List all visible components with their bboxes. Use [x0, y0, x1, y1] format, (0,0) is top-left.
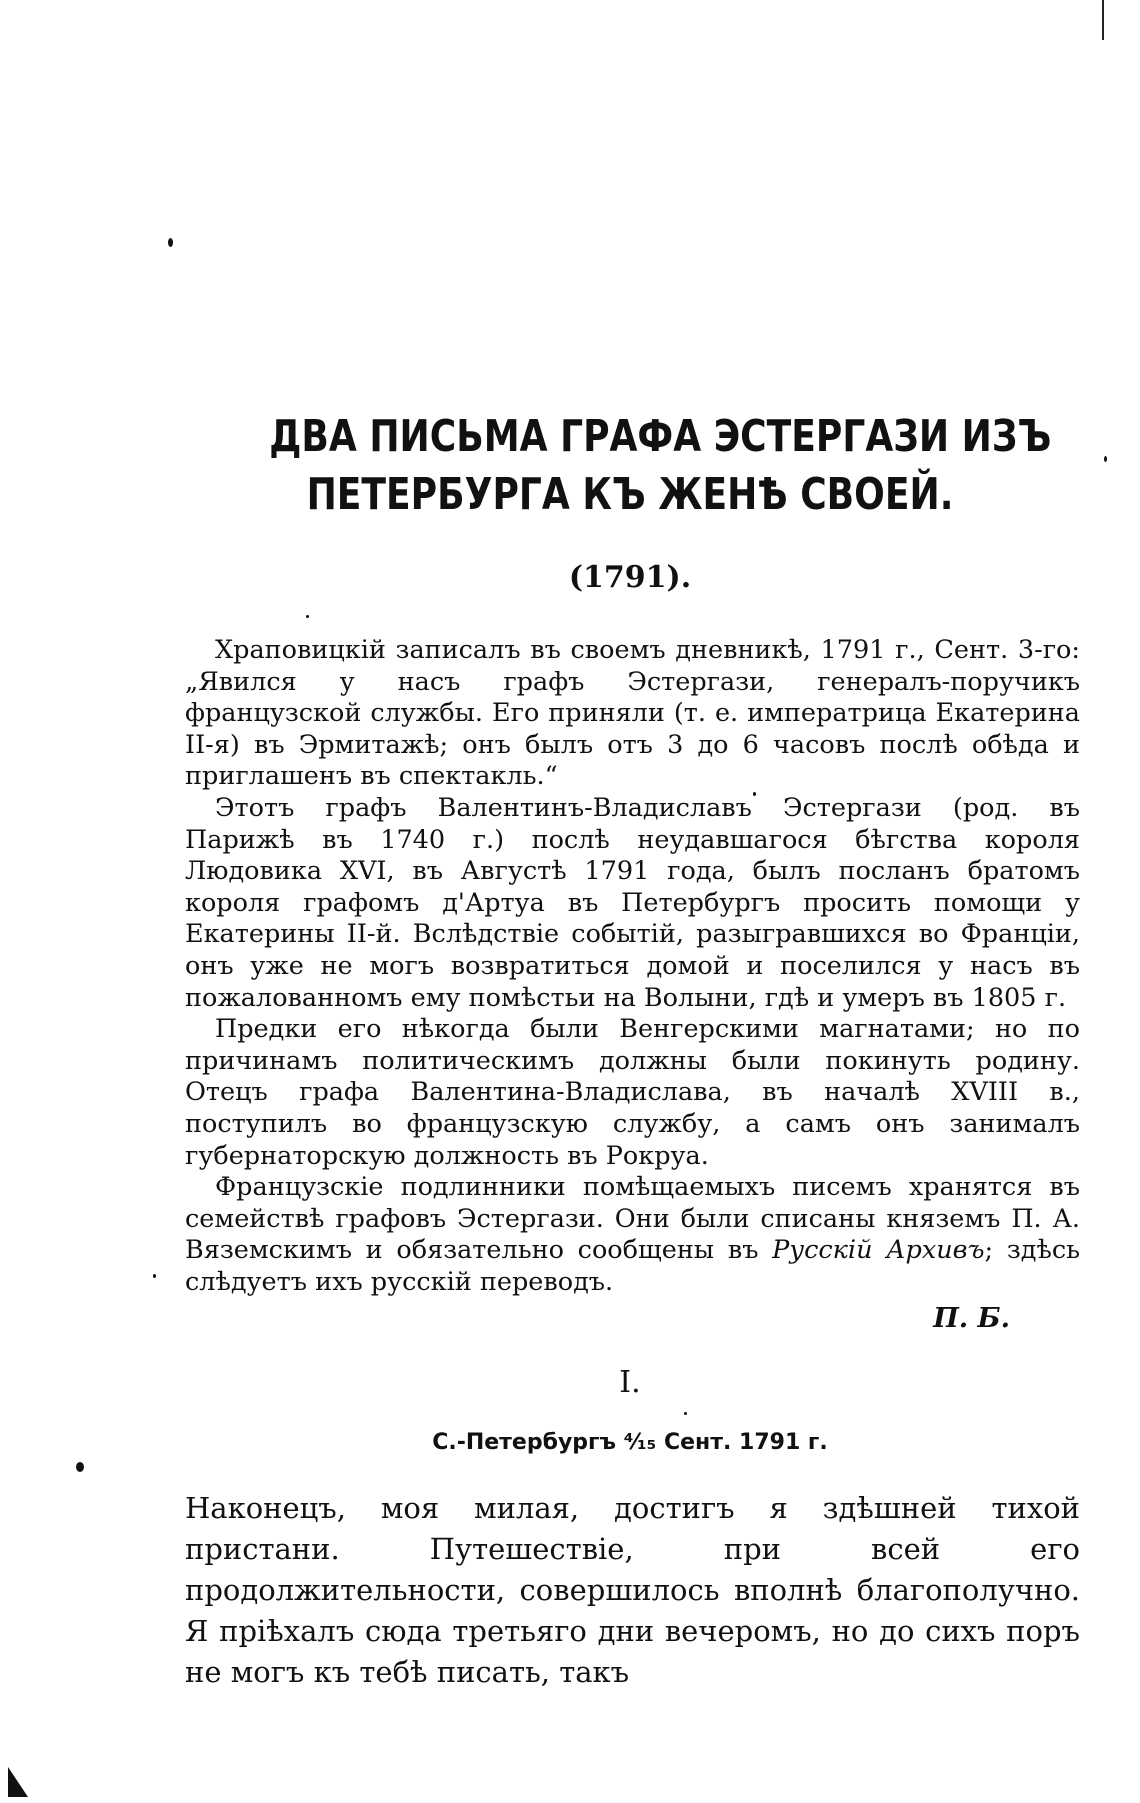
intro-paragraph: Храповицкій записалъ въ своемъ дневникѣ, 1791 г., Сент. 3-го: „Явился у насъ графъ Эстергази, генералъ-поручикъ французской службы. Его приняли (т. е. императрица Екатерина II-я) въ Эрмитажѣ; онъ былъ отъ 3 до 6 часовъ послѣ обѣда и приглашенъ въ спектакль.“ — [185, 635, 1080, 792]
article-title — [190, 408, 1070, 524]
page-corner-mark — [8, 1767, 28, 1797]
article-year: (1791). — [568, 560, 692, 595]
scan-speck — [684, 1412, 687, 1415]
article-title-line-1: ДВА ПИСЬМА ГРАФА ЭСТЕРГАЗИ ИЗЪ — [269, 411, 1052, 462]
journal-name: Русскій Архивъ — [772, 1235, 985, 1266]
scan-speck — [306, 615, 309, 618]
intro-text: ; здѣсь слѣдуетъ ихъ русскій переводъ. — [185, 1235, 1080, 1297]
intro-paragraph — [185, 1172, 1080, 1298]
letter-paragraph: Наконецъ, моя милая, достигъ я здѣшней тихой пристани. Путешествіе, при всей его продолжительности, совершилось вполнѣ благополучно. Я пріѣхалъ сюда третьяго дни вечеромъ, но до сихъ поръ не могъ къ тебѣ писать, такъ — [185, 1491, 1080, 1689]
editor-introduction — [185, 635, 1080, 1298]
page-edge-line — [1102, 0, 1104, 40]
intro-paragraph: Предки его нѣкогда были Венгерскими магнатами; но по причинамъ политическимъ должны были покинуть родину. Отецъ графа Валентина-Владислава, въ началѣ XVIII в., поступилъ во французскую службу, а самъ онъ занималъ губернаторскую должность въ Рокруа. — [185, 1014, 1080, 1171]
intro-paragraph: Этотъ графъ Валентинъ-Владиславъ Эстергази (род. въ Парижѣ въ 1740 г.) послѣ неудавшагося бѣгства короля Людовика XVI, въ Августѣ 1791 года, былъ посланъ братомъ короля графомъ д'Артуа въ Петербургъ просить помощи у Екатерины II-й. Вслѣдствіе событій, разыгравшихся во Франціи, онъ уже не могъ возвратиться домой и поселился у насъ въ пожалованномъ ему помѣстьи на Волыни, гдѣ и умеръ въ 1805 г. — [185, 792, 1080, 1013]
letter-dateline: С.-Петербургъ ⁴⁄₁₅ Сент. 1791 г. — [432, 1430, 828, 1455]
intro-text: Французскіе подлинники помѣщаемыхъ писемъ хранятся въ семействѣ графовъ Эстергази. Они были списаны княземъ П. А. Вяземскимъ и обязательно сообщены въ — [185, 1172, 1080, 1266]
scan-speck — [168, 238, 173, 247]
letter-body — [185, 1488, 1080, 1693]
editor-signature: П. Б. — [933, 1303, 1010, 1334]
article-title-line-2: ПЕТЕРБУРГА КЪ ЖЕНѢ СВОЕЙ. — [306, 469, 954, 520]
scan-speck — [153, 1274, 156, 1278]
scan-speck — [1104, 456, 1107, 462]
letter-number: I. — [619, 1365, 641, 1400]
scan-speck — [76, 1462, 84, 1472]
